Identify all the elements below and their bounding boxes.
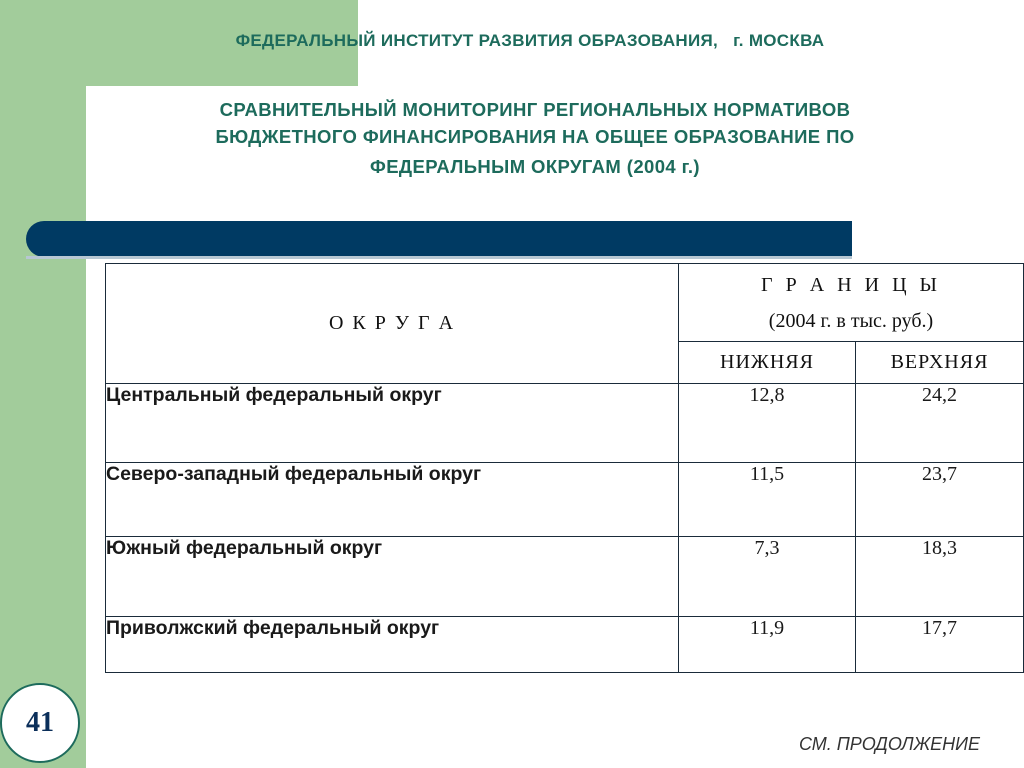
row-lower-value: 11,5 <box>679 463 856 537</box>
row-upper-value: 24,2 <box>856 384 1024 463</box>
title-line-2: БЮДЖЕТНОГО ФИНАНСИРОВАНИЯ НА ОБЩЕЕ ОБРАЗОВАНИЕ ПО <box>215 126 855 147</box>
row-upper-value: 17,7 <box>856 617 1024 673</box>
title-line-1: СРАВНИТЕЛЬНЫЙ МОНИТОРИНГ РЕГИОНАЛЬНЫХ НОРМАТИВОВ <box>219 99 851 120</box>
row-district-name: Центральный федеральный округ <box>106 384 679 463</box>
row-district-name: Северо-западный федеральный округ <box>106 463 679 537</box>
page-number-badge: 41 <box>0 683 80 763</box>
table-row <box>106 384 1024 463</box>
row-upper-value: 23,7 <box>856 463 1024 537</box>
row-lower-value: 12,8 <box>679 384 856 463</box>
continue-link[interactable]: СМ. ПРОДОЛЖЕНИЕ <box>798 734 980 754</box>
title-line-3: ФЕДЕРАЛЬНЫМ ОКРУГАМ (2004 г.) <box>370 156 700 177</box>
row-upper-value: 18,3 <box>856 537 1024 617</box>
row-lower-value: 7,3 <box>679 537 856 617</box>
table-row <box>106 537 1024 617</box>
green-frame-left <box>0 0 86 768</box>
row-district-name: Южный федеральный округ <box>106 537 679 617</box>
institute-name: ФЕДЕРАЛЬНЫЙ ИНСТИТУТ РАЗВИТИЯ ОБРАЗОВАНИЯ, г. МОСКВА <box>235 31 825 50</box>
navy-band <box>26 221 852 257</box>
table-row <box>106 617 1024 673</box>
header-upper: ВЕРХНЯЯ <box>856 342 1024 384</box>
header-granitsy-unit: (2004 г. в тыс. руб.) <box>768 309 934 332</box>
norms-table <box>105 263 1024 673</box>
row-lower-value: 11,9 <box>679 617 856 673</box>
row-district-name: Приволжский федеральный округ <box>106 617 679 673</box>
header-lower: НИЖНЯЯ <box>679 342 856 384</box>
header-granitsy <box>679 264 1024 342</box>
navy-band-shadow <box>26 256 852 259</box>
header-okruga: О К Р У Г А <box>106 264 679 384</box>
header-granitsy-label: Г Р А Н И Ц Ы <box>761 273 941 296</box>
slide-title <box>110 96 960 180</box>
table-row <box>106 463 1024 537</box>
